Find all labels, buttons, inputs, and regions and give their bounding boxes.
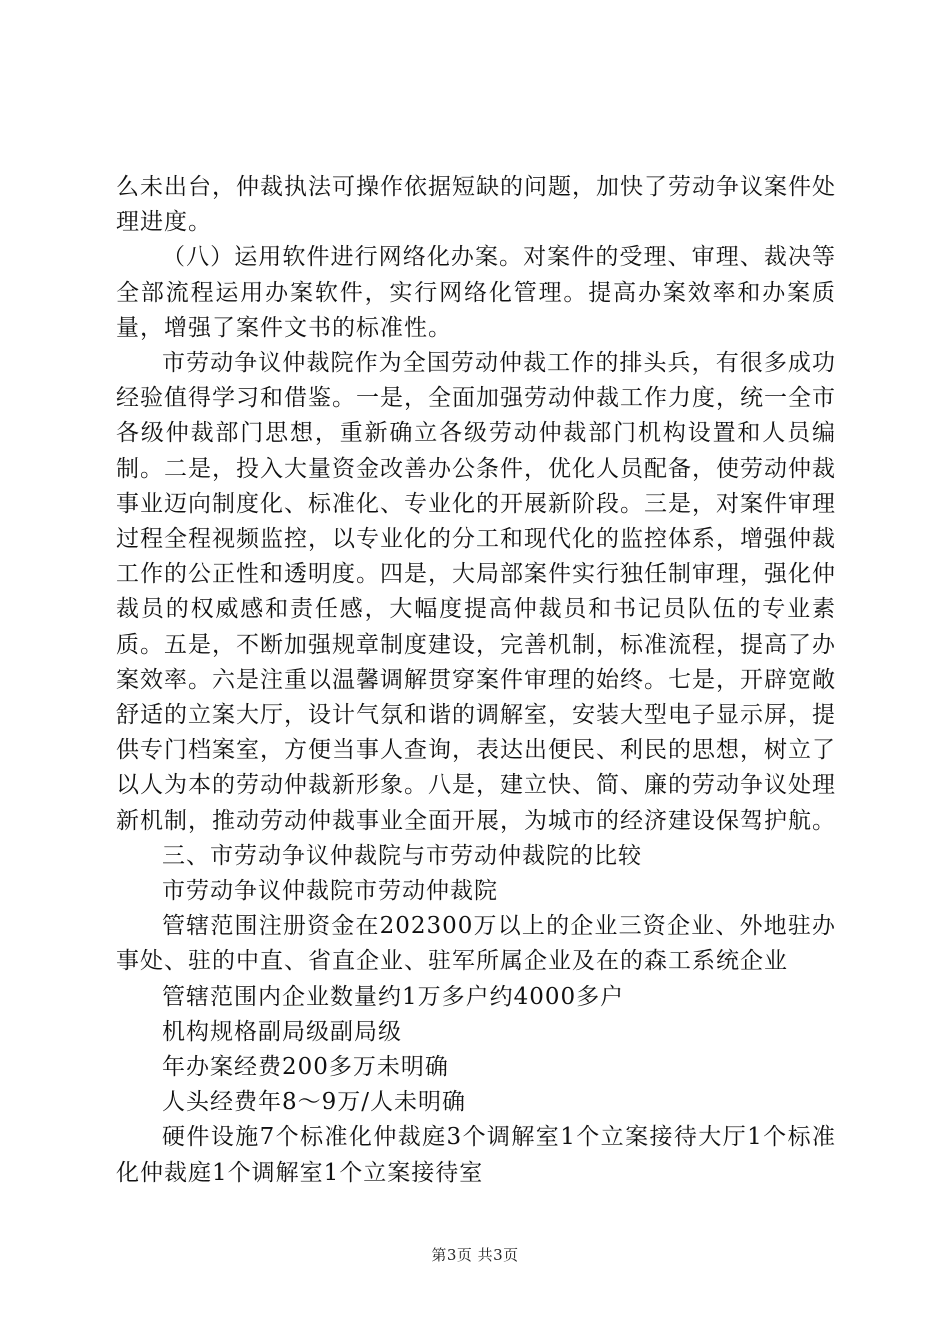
paragraph-jurisdiction-scope: 管辖范围注册资金在202300万以上的企业三资企业、外地驻办事处、驻的中直、省直企业、驻军所属企业及在的森工系统企业 — [116, 913, 836, 975]
paragraph-annual-budget: 年办案经费200多万未明确 — [162, 1054, 449, 1081]
paragraph-section-8: （八）运用软件进行网络化办案。对案件的受理、审理、裁决等全部流程运用办案软件，实行网络化管理。提高办案效率和办案质量，增强了案件文书的标准性。 — [116, 244, 836, 341]
paragraph-institution-level: 机构规格副局级副局级 — [162, 1018, 402, 1045]
paragraph-comparison-columns: 市劳动争议仲裁院市劳动仲裁院 — [162, 878, 498, 905]
paragraph-enterprise-count: 管辖范围内企业数量约1万多户约4000多户 — [162, 983, 625, 1010]
page-footer: 第3页 共3页 — [431, 1246, 519, 1264]
paragraph-experience: 市劳动争议仲裁院作为全国劳动仲裁工作的排头兵，有很多成功经验值得学习和借鉴。一是，全面加强劳动仲裁工作力度，统一全市各级仲裁部门思想，重新确立各级劳动仲裁部门机构设置和人员编制。二是，投入大量资金改善办公条件，优化人员配备，使劳动仲裁事业迈向制度化、标准化、专业化的开展新阶段。三是，对案件审理过程全程视频监控，以专业化的分工和现代化的监控体系，增强仲裁工作的公正性和透明度。四是，大局部案件实行独任制审理，强化仲裁员的权威感和责任感，大幅度提高仲裁员和书记员队伍的专业素质。五是，不断加强规章制度建设，完善机制，标准流程，提高了办案效率。六是注重以温馨调解贯穿案件审理的始终。七是，开辟宽敞舒适的立案大厅，设计气氛和谐的调解室，安装大型电子显示屏，提供专门档案室，方便当事人查询，表达出便民、利民的思想，树立了以人为本的劳动仲裁新形象。八是，建立快、简、廉的劳动争议处理新机制，推动劳动仲裁事业全面开展，为城市的经济建设保驾护航。 — [116, 350, 836, 834]
document-body — [116, 170, 836, 1191]
paragraph-comparison-heading: 三、市劳动争议仲裁院与市劳动仲裁院的比较 — [162, 842, 642, 869]
paragraph-hardware-facilities: 硬件设施7个标准化仲裁庭3个调解室1个立案接待大厅1个标准化仲裁庭1个调解室1个立案接待室 — [116, 1124, 836, 1186]
paragraph-per-capita-budget: 人头经费年8～9万/人未明确 — [162, 1089, 467, 1116]
paragraph-continuation: 么未出台，仲裁执法可操作依据短缺的问题，加快了劳动争议案件处理进度。 — [116, 174, 836, 236]
